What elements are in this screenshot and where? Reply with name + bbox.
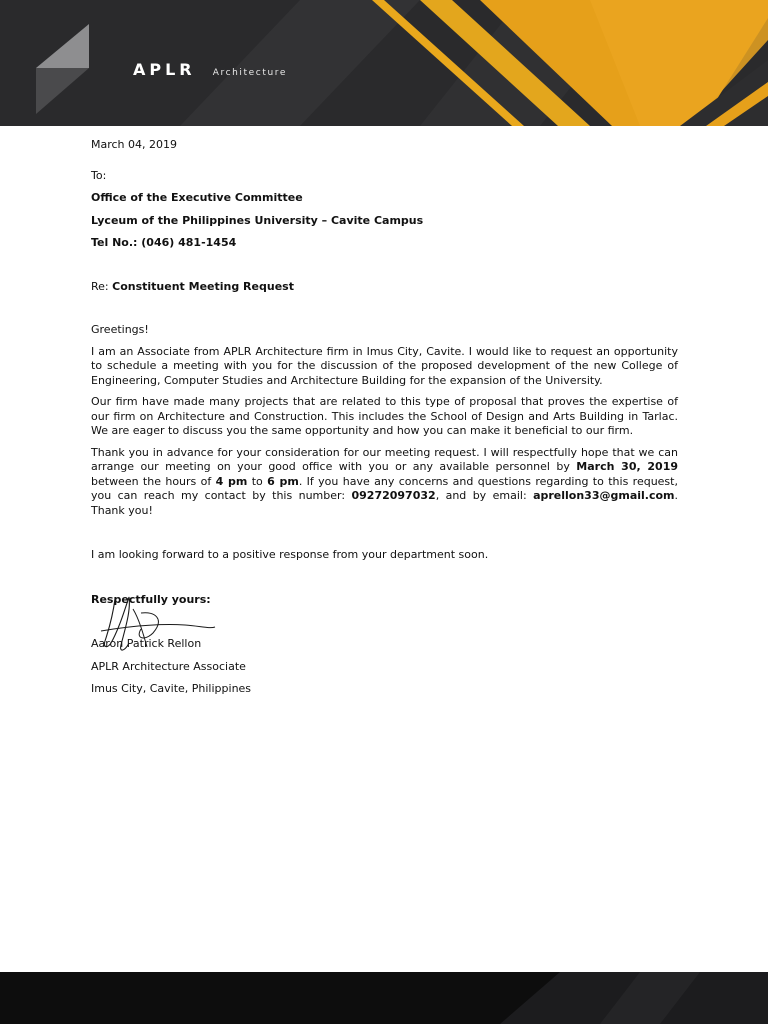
p3-text: . If you have any concerns and questions regarding to this request, you can reach my contact by this number:	[91, 474, 678, 502]
signature-area	[91, 607, 678, 637]
contact-phone: 09272097032	[351, 489, 436, 502]
greeting: Greetings!	[91, 323, 149, 336]
re-subject: Constituent Meeting Request	[112, 279, 294, 293]
p3-text: Thank you in advance for your consideration for our meeting request. I will respectfully hope that we can arrange our meeting on your good office with you or any available personnel by	[91, 445, 678, 473]
logo-triangle	[36, 24, 89, 68]
time-start: 4 pm	[215, 474, 248, 488]
recipient-office: Office of the Executive Committee	[91, 191, 303, 204]
contact-email: aprellon33@gmail.com	[533, 489, 675, 502]
valediction: Respectfully yours:	[91, 592, 211, 606]
logo-triangle-dark	[36, 68, 89, 114]
signer-location: Imus City, Cavite, Philippines	[91, 682, 252, 695]
recipient-institution: Lyceum of the Philippines University – Cavite Campus	[91, 213, 424, 227]
paragraph-2: Our firm have made many projects that are related to this type of proposal that proves the expertise of our firm on Architecture and Construction. This includes the School of Design and Arts Building in Tarlac. We are eager to discuss you the same opportunity and how you can make it beneficial to our firm.	[91, 395, 678, 437]
brand	[133, 60, 287, 79]
signer-title: APLR Architecture Associate	[91, 659, 246, 673]
letter-date: March 04, 2019	[91, 138, 178, 151]
brand-name: APLR	[133, 60, 196, 79]
p3-text: . Thank you!	[91, 489, 678, 517]
p3-text: between the hours of	[91, 474, 216, 488]
paragraph-1: I am an Associate from APLR Architecture firm in Imus City, Cavite. I would like to request an opportunity to schedule a meeting with you for the discussion of the proposed development of the new College of Engineering, Computer Studies and Architecture Building for the expansion of the University.	[91, 344, 678, 387]
time-end: 6 pm	[267, 474, 299, 488]
letter-body	[91, 138, 678, 705]
subject-line	[91, 280, 678, 295]
letter-footer-band	[0, 972, 768, 1024]
letterhead-graphic	[0, 0, 768, 126]
signer-name: Aaron Patrick Rellon	[91, 637, 202, 650]
letterhead-banner	[0, 0, 768, 126]
brand-subtitle: Architecture	[212, 68, 288, 78]
p3-text: , and by email:	[435, 489, 534, 502]
handwritten-signature	[95, 589, 235, 659]
to-label: To:	[91, 168, 107, 182]
closing-line: I am looking forward to a positive response from your department soon.	[91, 548, 489, 561]
p3-text: to	[247, 474, 268, 488]
paragraph-3	[91, 446, 678, 519]
footer-graphic	[0, 972, 768, 1024]
re-label: Re:	[91, 279, 109, 293]
deadline-date: March 30, 2019	[576, 460, 679, 473]
recipient-tel: Tel No.: (046) 481-1454	[91, 236, 237, 249]
